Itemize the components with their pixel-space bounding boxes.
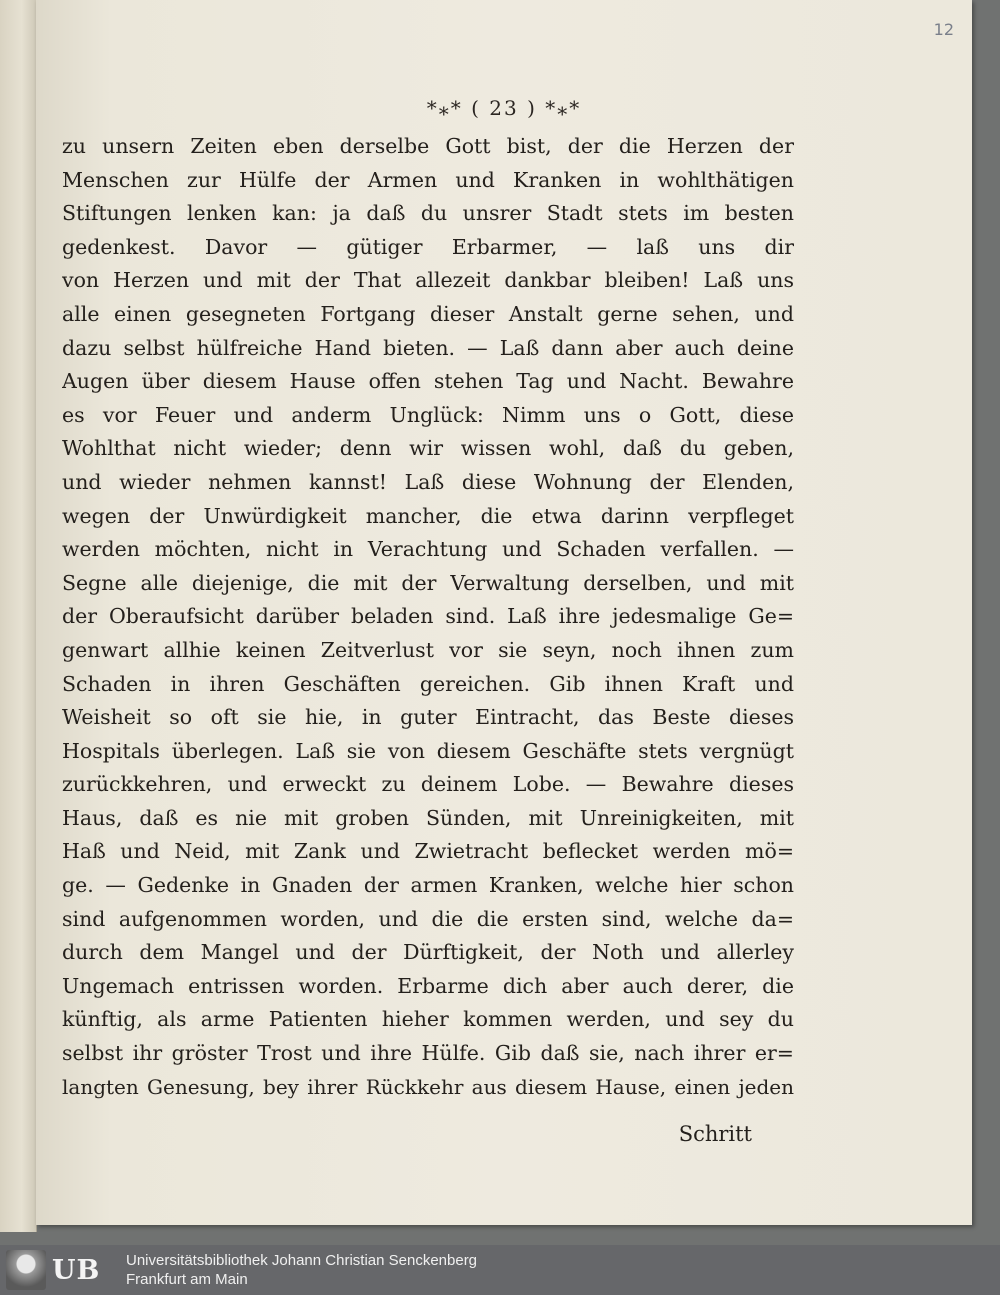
text-line: gedenkest. Davor — gütiger Erbarmer, — laß uns dir <box>62 234 794 259</box>
text-line: werden möchten, nicht in Verachtung und Schaden verfallen. — <box>62 537 794 562</box>
page-number-header: *⁎* ( 23 ) *⁎* <box>426 96 582 120</box>
text-line: langten Genesung, bey ihrer Rückkehr aus diesem Hause, einen jeden <box>62 1074 794 1099</box>
library-name <box>126 1251 477 1289</box>
pencil-page-note: 12 <box>933 20 954 39</box>
text-line: Weisheit so oft sie hie, in guter Eintracht, das Beste dieses <box>62 705 794 730</box>
library-footer <box>0 1245 1000 1295</box>
text-line: Hospitals überlegen. Laß sie von diesem Geschäfte stets vergnügt <box>62 738 794 763</box>
text-line: ge. — Gedenke in Gnaden der armen Kranken, welche hier schon <box>62 873 794 898</box>
ub-logo-text: UB <box>52 1254 101 1286</box>
left-page-edge <box>0 0 37 1232</box>
text-line: und wieder nehmen kannst! Laß diese Wohnung der Elenden, <box>62 469 794 494</box>
text-line: Haus, daß es nie mit groben Sünden, mit Unreinigkeiten, mit <box>62 805 794 830</box>
library-name-line-1: Universitätsbibliothek Johann Christian Senckenberg <box>126 1252 478 1269</box>
body-text <box>62 130 794 1104</box>
library-name-line-2: Frankfurt am Main <box>126 1271 248 1288</box>
text-line: Stiftungen lenken kan: ja daß du unsrer Stadt stets im besten <box>62 201 794 226</box>
text-line: wegen der Unwürdigkeit mancher, die etwa darinn verpfleget <box>62 503 794 528</box>
text-line: dazu selbst hülfreiche Hand bieten. — Laß dann aber auch deine <box>62 335 794 360</box>
text-line: Segne alle diejenige, die mit der Verwaltung derselben, und mit <box>62 570 794 595</box>
text-line: es vor Feuer und anderm Unglück: Nimm uns o Gott, diese <box>62 402 794 427</box>
text-line: der Oberaufsicht darüber beladen sind. Laß ihre jedesmalige Ge= <box>62 604 794 629</box>
text-line: genwart allhie keinen Zeitverlust vor sie seyn, noch ihnen zum <box>62 637 794 662</box>
text-line: durch dem Mangel und der Dürftigkeit, der Noth und allerley <box>62 940 794 965</box>
text-line: zurückkehren, und erweckt zu deinem Lobe. — Bewahre dieses <box>62 772 794 797</box>
text-line: Schaden in ihren Geschäften gereichen. Gib ihnen Kraft und <box>62 671 794 696</box>
text-line: alle einen gesegneten Fortgang dieser Anstalt gerne sehen, und <box>62 301 794 326</box>
text-line: von Herzen und mit der That allezeit dankbar bleiben! Laß uns <box>62 268 794 293</box>
text-line: Augen über diesem Hause offen stehen Tag und Nacht. Bewahre <box>62 369 794 394</box>
text-line: zu unsern Zeiten eben derselbe Gott bist, der die Herzen der <box>62 134 794 158</box>
book-page <box>36 0 972 1225</box>
catchword: Schritt <box>678 1122 752 1146</box>
text-line: selbst ihr gröster Trost und ihre Hülfe. Gib daß sie, nach ihrer er= <box>62 1041 794 1066</box>
text-line: sind aufgenommen worden, und die die ersten sind, welche da= <box>62 906 794 931</box>
text-line: künftig, als arme Patienten hieher kommen werden, und sey du <box>62 1007 794 1032</box>
text-line: Wohlthat nicht wieder; denn wir wissen wohl, daß du geben, <box>62 436 794 461</box>
library-logo[interactable] <box>6 1250 116 1290</box>
text-line: Haß und Neid, mit Zank und Zwietracht beflecket werden mö= <box>62 839 794 864</box>
portrait-icon <box>6 1250 46 1290</box>
text-line: Ungemach entrissen worden. Erbarme dich aber auch derer, die <box>62 973 794 998</box>
text-line: Menschen zur Hülfe der Armen und Kranken in wohlthätigen <box>62 167 794 192</box>
